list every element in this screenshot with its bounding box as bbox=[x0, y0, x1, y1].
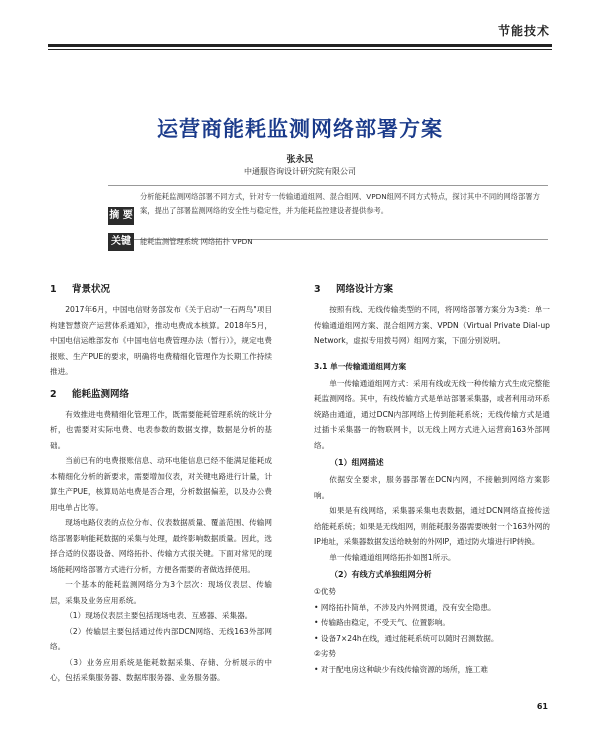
paragraph: 依据安全要求，服务器部署在DCN内网，不接触到网络方案影响。 bbox=[314, 475, 550, 500]
article-title: 运营商能耗监测网络部署方案 bbox=[157, 117, 443, 141]
section-tag: 节能技术 bbox=[497, 24, 550, 38]
section-number: 3 bbox=[314, 284, 321, 295]
page-number: 61 bbox=[536, 702, 548, 711]
section-heading bbox=[50, 283, 272, 297]
paragraph: （3）业务应用系统是能耗数据采集、存储、分析展示的中心，包括采集服务器、数据库服务器、业务服务器。 bbox=[50, 657, 272, 682]
section-number: 1 bbox=[50, 284, 57, 295]
subsubsection-heading: （1）组网描述 bbox=[330, 458, 384, 467]
paragraph: 按照有线、无线传输类型的不同，将网络部署方案分为3类：单一传输通道组网方案、混合组网方案、VPDN（Virtual Private Dial-up Network，虚拟专用拨号网）组网方案，下面分别说明。 bbox=[314, 305, 550, 345]
left-column bbox=[50, 283, 272, 686]
list-item: • 传输路由稳定，不受天气、位置影响。 bbox=[314, 618, 450, 627]
header-rule bbox=[48, 44, 552, 47]
list-label: ①优势 bbox=[314, 587, 336, 596]
author: 张永民 bbox=[286, 155, 314, 165]
paragraph: 如果是有线网络，采集器采集电表数据，通过DCN网络直接传送给能耗系统；如果是无线组网，则能耗服务器需要映射一个163外网的IP地址，采集器数据发送给映射的外网IP，通过防火墙进行IP转换。 bbox=[314, 506, 550, 546]
list-item: • 网络拓扑简单，不涉及内外网贯通，没有安全隐患。 bbox=[314, 602, 496, 612]
paragraph: 一个基本的能耗监测网络分为3个层次：现场仪表层、传输层，采集及业务应用系统。 bbox=[50, 580, 272, 605]
list-label: ②劣势 bbox=[314, 649, 336, 658]
abstract-label: 摘 要 bbox=[108, 207, 134, 225]
section-heading bbox=[314, 283, 550, 297]
list-item: • 设备7×24h在线，通过能耗系统可以随时召测数据。 bbox=[314, 633, 499, 643]
subsubsection-heading: （2）有线方式单独组网分析 bbox=[330, 570, 432, 579]
abstract-text: 分析能耗监测网络部署不同方式，针对专一传输通道组网、混合组网、VPDN组网不同方式特点，探讨其中不同的网络部署方案，提出了部署监测网络的安全性与稳定性，并为能耗监控建设者提供参考。 bbox=[140, 192, 540, 215]
keywords-label: 关键词 bbox=[108, 233, 134, 251]
header-rule-thin bbox=[48, 49, 552, 50]
section-title: 能耗监测网络 bbox=[72, 388, 130, 400]
right-column bbox=[314, 283, 550, 677]
subsection-heading: 3.1 单一传输通道组网方案 bbox=[314, 361, 407, 371]
paragraph: 单一传输通道组网络拓扑如图1所示。 bbox=[329, 552, 456, 562]
affiliation: 中通服咨询设计研究院有限公司 bbox=[244, 167, 356, 176]
list-item: • 对于配电房这种缺少有线传输资源的场所，施工难 bbox=[314, 664, 488, 674]
paragraph: 当前已有的电费报账信息、动环电能信息已经不能满足能耗成本精细化分析的新要求，需要增加仪表，对关键电路进行计量，计算生产PUE，核算局站电费是否合理，分析数据偏差，以及办公费用电单占比等。 bbox=[50, 456, 272, 512]
paragraph: 单一传输通道组网方式：采用有线或无线一种传输方式生成完整能耗监测网络。其中，有线传输方式是单站部署采集器，或者利用动环系统路由通道，通过DCN内部网络上传到能耗系统；无线传输方式是通过插卡采集器一的物联网卡，以无线上网方式进入运营商163外部网络。 bbox=[314, 378, 550, 450]
section-title: 背景状况 bbox=[72, 284, 111, 295]
paragraph: 有效推进电费精细化管理工作，既需要能耗管理系统的统计分析，也需要对实际电费、电表参数的数据支撑，数据是分析的基础。 bbox=[50, 409, 272, 450]
section-number: 2 bbox=[50, 388, 57, 400]
keywords-text: 能耗监测管理系统 网络拓扑 VPDN bbox=[140, 237, 253, 246]
section-heading bbox=[50, 388, 272, 402]
paragraph: 现场电路仪表的点位分布、仪表数据质量、覆盖范围、传输网络部署影响能耗数据的采集与处理，最终影响数据质量。因此，选择合适的仪器设备、网络拓扑、传输方式很关键。下面对常见的现场能耗网络部署方式进行分析，方便各需要的者做选择使用。 bbox=[50, 518, 272, 574]
paragraph: （1）现场仪表层主要包括现场电表、互感器、采集器。 bbox=[65, 611, 253, 620]
paragraph: 2017年6月，中国电信财务部发布《关于启动"一石两鸟"项目构建智慧资产运营体系通知》，推动电费成本核算。2018年5月，中国电信运维部发布《中国电信电费管理办法（暂行）》，规定电费报账、生产PUE的要求，明确将电费精细化管理作为长期工作持续推进。 bbox=[50, 305, 272, 376]
section-title: 网络设计方案 bbox=[336, 284, 394, 295]
paragraph: （2）传输层主要包括通过传内部DCN网络、无线163外部网络。 bbox=[50, 626, 272, 651]
